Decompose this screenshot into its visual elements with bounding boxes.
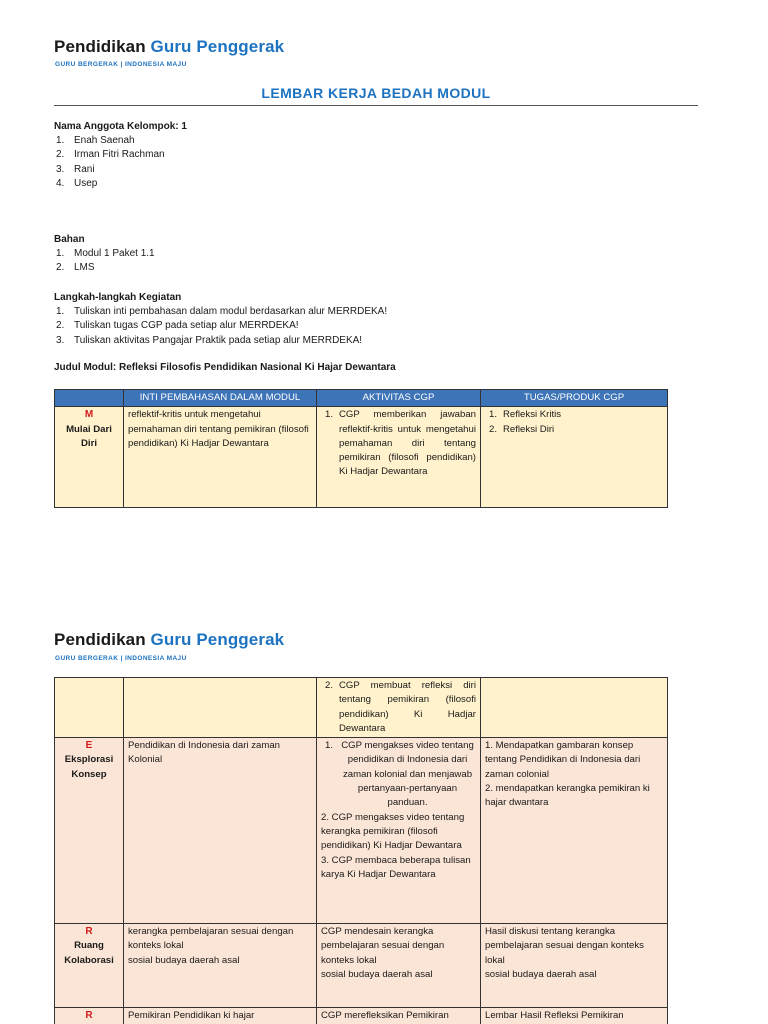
brand-plain: Pendidikan: [54, 630, 146, 649]
list-item: 1. Tuliskan inti pembahasan dalam modul berdasarkan alur MERRDEKA!: [56, 306, 388, 317]
table-row: [55, 678, 668, 738]
title-divider: [54, 105, 698, 106]
aktivitas-cell: 2. CGP membuat refleksi diri tentang pemikiran (filosofi pendidikan) Ki Hadjar Dewantara: [317, 678, 481, 738]
table-row: [55, 924, 668, 1008]
langkah-label: Langkah-langkah Kegiatan: [54, 292, 182, 303]
table-header-row: [55, 390, 668, 407]
inti-cell: reflektif-kritis untuk mengetahui pemahaman diri tentang pemikiran (filosofi pendidikan) Ki Hadjar Dewantara: [124, 407, 317, 508]
table-row: [55, 407, 668, 508]
aktivitas-cell: CGP merefleksikan Pemikiran: [317, 1008, 481, 1024]
aktivitas-cell: 1. CGP mengakses video tentang pendidikan di Indonesia dari zaman kolonial dan menjawab pertanyaan-pertanyaan panduan. 2. CGP mengakses video tentang kerangka pemikiran (filosofi pendidikan) Ki Hadjar Dewantara 3. CGP membaca beberapa tulisan karya Ki Hadjar Dewantara: [317, 738, 481, 924]
header-cell-tugas: TUGAS/PRODUK CGP: [481, 390, 668, 407]
list-item: 3. Rani: [56, 163, 95, 175]
header-cell-inti: INTI PEMBAHASAN DALAM MODUL: [124, 390, 317, 407]
langkah-list: [56, 305, 387, 348]
step-cell: [55, 407, 124, 508]
step-letter: R: [85, 926, 93, 938]
inti-cell: kerangka pembelajaran sesuai dengan konteks lokal sosial budaya daerah asal: [124, 924, 317, 1008]
list-item: 1. Enah Saenah: [56, 135, 135, 146]
aktivitas-cell: CGP mendesain kerangka pembelajaran sesuai dengan konteks lokal sosial budaya daerah asal: [317, 924, 481, 1008]
judul-modul: Judul Modul: Refleksi Filosofis Pendidikan Nasional Ki Hajar Dewantara: [54, 362, 396, 373]
step-letter: R: [85, 1010, 93, 1022]
bedah-modul-table-continued: [54, 677, 668, 1024]
bedah-modul-table: [54, 389, 668, 508]
brand-accent: Guru Penggerak: [150, 630, 285, 649]
step-name: Eksplorasi Konsep: [64, 754, 114, 780]
list-item: 1. Modul 1 Paket 1.1: [56, 248, 155, 259]
step-name: Ruang Kolaborasi: [64, 940, 114, 966]
tugas-cell: Hasil diskusi tentang kerangka pembelajaran sesuai dengan konteks lokal sosial budaya daerah asal: [481, 924, 668, 1008]
brand-accent: Guru Penggerak: [150, 37, 285, 56]
brand-logo-text: [54, 37, 284, 57]
list-item: 4. Usep: [56, 177, 98, 189]
table-row: [55, 1008, 668, 1024]
header-cell-step: [55, 390, 124, 407]
step-cell: [55, 738, 124, 924]
tugas-cell: [481, 678, 668, 738]
step-letter: M: [84, 409, 94, 421]
list-item: 2. Tuliskan tugas CGP pada setiap alur MERRDEKA!: [56, 320, 299, 332]
step-letter: E: [85, 740, 93, 752]
members-list: [56, 134, 165, 191]
inti-cell: Pemikiran Pendidikan ki hajar: [124, 1008, 317, 1024]
inti-cell: [124, 678, 317, 738]
tugas-cell: 1. Mendapatkan gambaran konsep tentang Pendidikan di Indonesia dari zaman colonial 2. mendapatkan kerangka pemikiran ki hajar dwantara: [481, 738, 668, 924]
step-cell: [55, 1008, 124, 1024]
list-item: 2. Irman Fitri Rachman: [56, 149, 165, 161]
brand-plain: Pendidikan: [54, 37, 146, 56]
tugas-cell: 1. Refleksi Kritis 2. Refleksi Diri: [481, 407, 668, 508]
tugas-cell: Lembar Hasil Refleksi Pemikiran: [481, 1008, 668, 1024]
tagline: GURU BERGERAK | INDONESIA MAJU: [55, 655, 187, 662]
list-item: 2. LMS: [56, 262, 95, 274]
step-cell: [55, 924, 124, 1008]
inti-cell: Pendidikan di Indonesia dari zaman Kolonial: [124, 738, 317, 924]
bahan-list: [56, 247, 155, 276]
members-label: Nama Anggota Kelompok: 1: [54, 121, 187, 132]
brand-logo-text: [54, 630, 284, 650]
aktivitas-cell: 1. CGP memberikan jawaban reflektif-kritis untuk mengetahui pemahaman diri tentang pemikiran (filosofi pendidikan) Ki Hadjar Dewantara: [317, 407, 481, 508]
tagline: GURU BERGERAK | INDONESIA MAJU: [55, 61, 187, 68]
document-title: LEMBAR KERJA BEDAH MODUL: [261, 85, 491, 101]
step-name: Mulai Dari Diri: [66, 423, 112, 449]
list-item: 3. Tuliskan aktivitas Pangajar Praktik pada setiap alur MERRDEKA!: [56, 334, 363, 346]
step-cell: [55, 678, 124, 738]
header-cell-aktivitas: AKTIVITAS CGP: [317, 390, 481, 407]
table-row: [55, 738, 668, 924]
bahan-label: Bahan: [54, 234, 85, 245]
